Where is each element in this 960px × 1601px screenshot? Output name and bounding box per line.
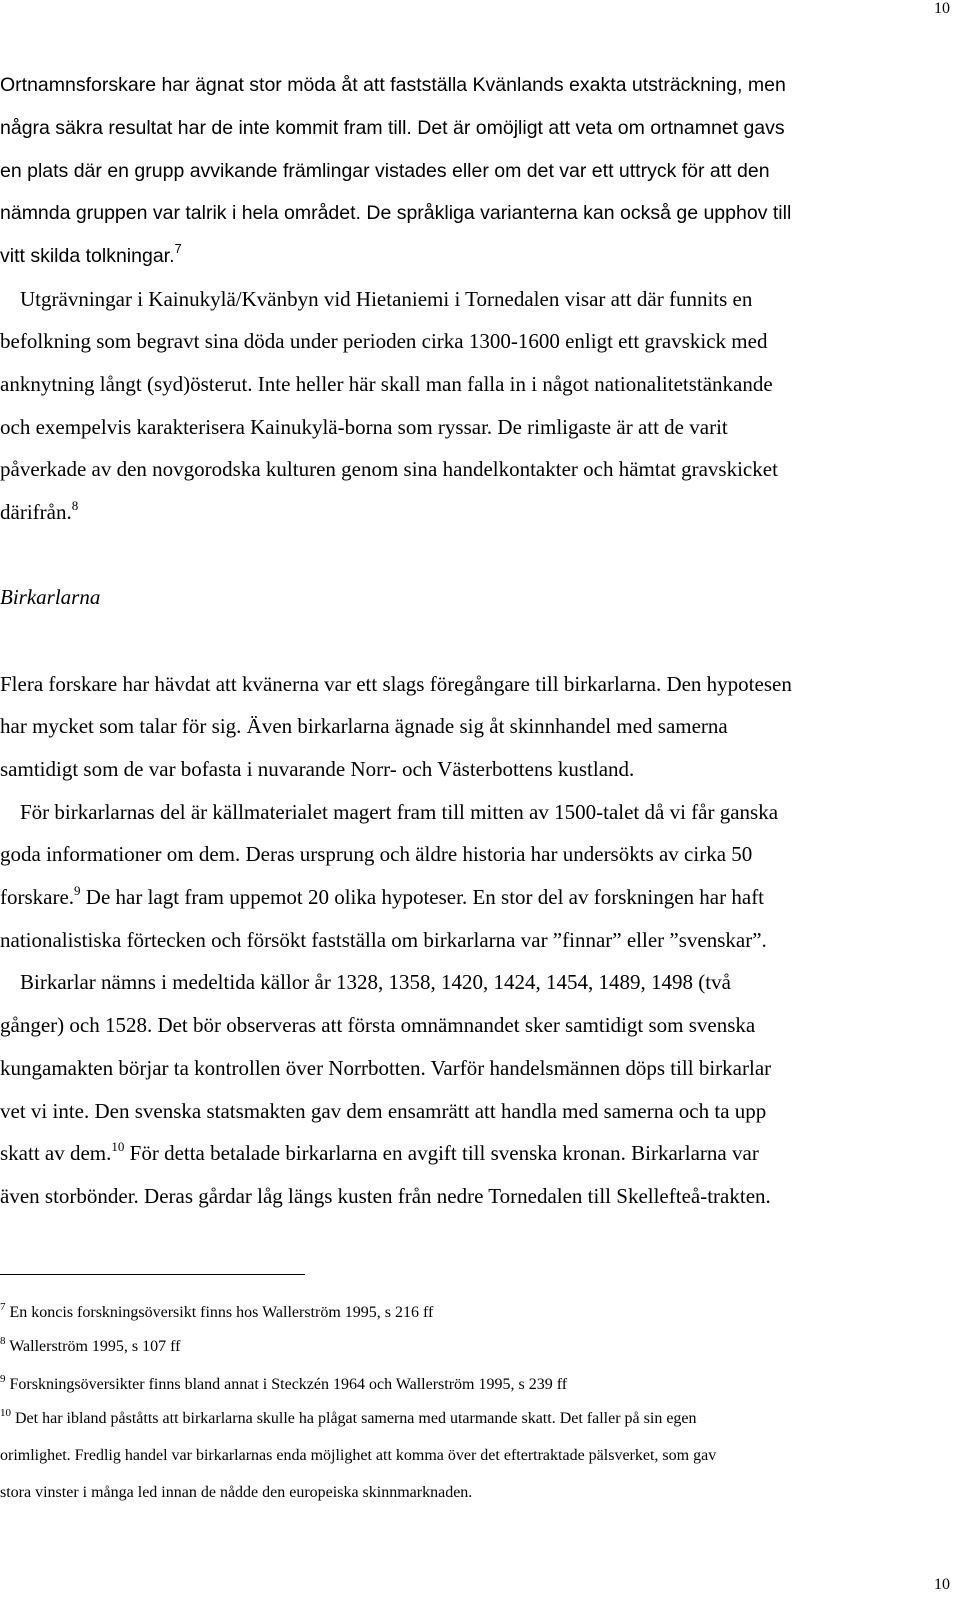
section-heading: Birkarlarna [0,585,101,609]
paragraph-1-last-text: vitt skilda tolkningar. [0,245,175,267]
paragraph-2-line-5: påverkade av den novgorodska kulturen genom sina handelkontakter och hämtat gravskicket [0,457,778,481]
paragraph-1-line-5 [0,243,182,269]
paragraph-5-line-1: Birkarlar nämns i medeltida källor år 1328, 1358, 1420, 1424, 1454, 1489, 1498 (två [20,970,731,994]
footnote-8-text: Wallerström 1995, s 107 ff [5,1338,181,1355]
paragraph-3-line-2: har mycket som talar för sig. Även birkarlarna ägnade sig åt skinnhandel med samerna [0,714,728,738]
footnote-10-line-2: orimlighet. Fredlig handel var birkarlarnas enda möjlighet att komma över det eftertraktade pälsverket, som gav [0,1447,717,1464]
paragraph-4-line-2: goda informationer om dem. Deras ursprung och äldre historia har undersökts av cirka 50 [0,842,753,866]
page-number-bottom: 10 [934,1576,950,1593]
footnote-7 [0,1303,433,1323]
paragraph-1-line-3: en plats där en grupp avvikande främlingar vistades eller om det var ett uttryck för att den [0,160,770,182]
paragraph-5-line-2: gånger) och 1528. Det bör observeras att första omnämnandet sker samtidigt som svenska [0,1013,756,1037]
paragraph-5-line-5 [0,1140,759,1166]
footnote-ref-7: 7 [174,241,182,256]
paragraph-5-line-6: även storbönder. Deras gårdar låg längs kusten från nedre Tornedalen till Skellefteå-trakten. [0,1184,771,1208]
paragraph-4-line-3 [0,884,764,910]
footnote-ref-10: 10 [111,1139,125,1154]
footnote-8-number: 8 [0,1335,6,1347]
footnote-9-number: 9 [0,1373,6,1385]
paragraph-4-line-4: nationalistiska förtecken och försökt fastställa om birkarlarna var ”finnar” eller ”svenskar”. [0,928,767,952]
paragraph-2-line-3: anknytning långt (syd)österut. Inte heller här skall man falla in i något nationalitetstänkande [0,372,773,396]
footnote-ref-8: 8 [71,498,79,513]
footnote-separator [0,1274,305,1275]
footnote-10-number: 10 [0,1407,11,1419]
paragraph-2-line-6 [0,499,78,525]
footnote-7-text: En koncis forskningsöversikt finns hos Wallerström 1995, s 216 ff [5,1304,434,1321]
paragraph-3-line-1: Flera forskare har hävdat att kvänerna var ett slags föregångare till birkarlarna. Den hypotesen [0,672,792,696]
paragraph-2-last-text: därifrån. [0,500,72,524]
footnote-8 [0,1337,181,1357]
footnote-10 [0,1409,697,1429]
paragraph-5-line-4: vet vi inte. Den svenska statsmakten gav dem ensamrätt att handla med samerna och ta upp [0,1099,767,1123]
paragraph-4-line-1: För birkarlarnas del är källmaterialet magert fram till mitten av 1500-talet då vi får ganska [20,800,779,824]
paragraph-2-line-2: befolkning som begravt sina döda under perioden cirka 1300-1600 enligt ett gravskick med [0,329,768,353]
paragraph-4-line-3-start: forskare. [0,885,75,909]
paragraph-5-line-3: kungamakten börjar ta kontrollen över Norrbotten. Varför handelsmännen döps till birkarlar [0,1056,772,1080]
paragraph-2-line-4: och exempelvis karakterisera Kainukylä-borna som ryssar. De rimligaste är att de varit [0,415,728,439]
paragraph-2-line-1: Utgrävningar i Kainukylä/Kvänbyn vid Hietaniemi i Tornedalen visar att där funnits en [20,287,753,311]
paragraph-1-line-4: nämnda gruppen var talrik i hela området. De språkliga varianterna kan också ge upphov till [0,202,792,224]
footnote-10-text: Det har ibland påståtts att birkarlarna skulle ha plågat samerna med utarmande skatt. Det faller på sin egen [11,1410,697,1427]
footnote-ref-9: 9 [74,883,81,898]
footnote-9-text: Forskningsöversikter finns bland annat i Steckzén 1964 och Wallerström 1995, s 239 ff [5,1376,568,1393]
paragraph-5-line-5-end: För detta betalade birkarlarna en avgift till svenska kronan. Birkarlarna var [124,1141,759,1165]
paragraph-1-line-2: några säkra resultat har de inte kommit fram till. Det är omöjligt att veta om ortnamnet gavs [0,117,785,139]
footnote-7-number: 7 [0,1301,6,1313]
paragraph-1-line-1: Ortnamnsforskare har ägnat stor möda åt att fastställa Kvänlands exakta utsträckning, men [0,74,786,96]
page-number-top: 10 [934,0,950,17]
footnote-10-line-3: stora vinster i många led innan de nådde den europeiska skinnmarknaden. [0,1484,473,1501]
paragraph-4-line-3-end: De har lagt fram uppemot 20 olika hypoteser. En stor del av forskningen har haft [80,885,765,909]
paragraph-3-line-3: samtidigt som de var bofasta i nuvarande Norr- och Västerbottens kustland. [0,757,635,781]
footnote-9 [0,1375,567,1395]
paragraph-5-line-5-start: skatt av dem. [0,1141,112,1165]
